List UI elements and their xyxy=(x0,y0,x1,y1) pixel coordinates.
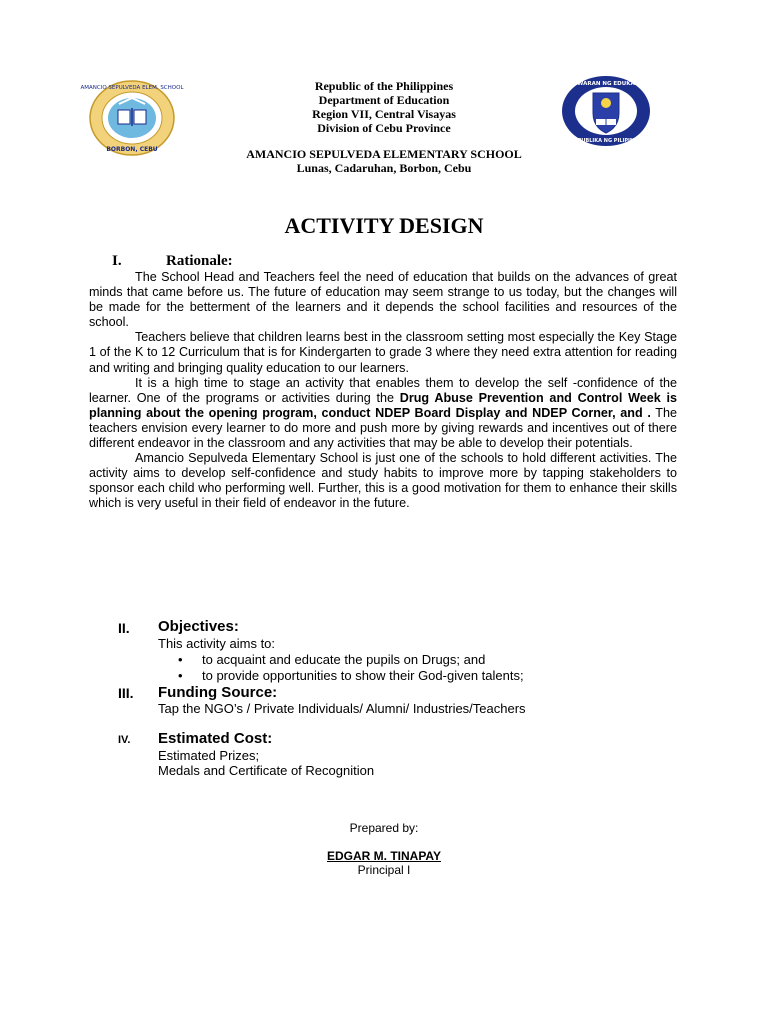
signatory-position: Principal I xyxy=(357,863,411,877)
header-line-department: Department of Education xyxy=(318,93,450,107)
deped-seal-logo xyxy=(560,75,652,147)
prepared-by-label: Prepared by: xyxy=(349,821,419,835)
government-header xyxy=(0,79,768,135)
signatory-name: EDGAR M. TINAPAY xyxy=(326,849,441,863)
rationale-body xyxy=(89,270,677,512)
bullet-icon: • xyxy=(178,652,183,667)
rationale-paragraph-1: The School Head and Teachers feel the need of education that builds on the advances of great minds that came before us. The future of education may seem strange to us today, but the changes will be made for the betterment of the learners and it depends the school facilities and resources of the school. xyxy=(89,270,677,330)
header-line-republic: Republic of the Philippines xyxy=(314,79,454,93)
cost-number: IV. xyxy=(118,734,131,746)
left-seal-bottom-text: BORBON, CEBU xyxy=(106,146,158,153)
rationale-paragraph-3 xyxy=(89,376,677,451)
school-address: Lunas, Cadaruhan, Borbon, Cebu xyxy=(296,161,472,175)
cost-line-medals: Medals and Certificate of Recognition xyxy=(158,763,375,778)
rationale-heading: Rationale: xyxy=(166,253,233,269)
funding-heading: Funding Source: xyxy=(158,684,278,701)
objectives-heading: Objectives: xyxy=(158,618,239,635)
rationale-p3-end: The teachers envision every learner to do more and push more by giving rewards and incentives out of there different endeavor in the classroom and any activities that may be able to develop their potentials. xyxy=(89,405,677,451)
funding-number: III. xyxy=(118,685,134,701)
rationale-p3-start: It is a high time to stage an activity that enables them to develop the self -confidence of the learner. One of the programs or activities during the xyxy=(89,375,677,405)
objectives-number: II. xyxy=(118,620,130,636)
left-seal-top-text: AMANCIO SEPULVEDA ELEM. SCHOOL xyxy=(80,85,184,91)
cost-heading: Estimated Cost: xyxy=(158,730,273,747)
funding-text: Tap the NGO’s / Private Individuals/ Alumni/ Industries/Teachers xyxy=(158,701,526,716)
objective-item xyxy=(178,652,485,667)
rationale-paragraph-4: Amancio Sepulveda Elementary School is just one of the schools to hold different activities. The activity aims to develop self-confidence and study habits to improve more by tapping stakeholders to sponsor each child who performing well. Further, this is a good motivation for them to enhance their skills which is very useful in their field of endeavor in the future. xyxy=(89,451,677,511)
objective-item-text: to provide opportunities to show their God-given talents; xyxy=(202,668,524,683)
cost-line-prizes: Estimated Prizes; xyxy=(158,748,260,763)
bullet-icon: • xyxy=(178,668,183,683)
header-line-region: Region VII, Central Visayas xyxy=(312,107,456,121)
document-title: ACTIVITY DESIGN xyxy=(284,213,484,238)
rationale-p3-bold: Drug Abuse Prevention and Control Week is planning about the opening program, conduct NDEP Board Display and NDEP Corner, and . xyxy=(89,390,677,420)
school-name: AMANCIO SEPULVEDA ELEMENTARY SCHOOL xyxy=(246,147,522,161)
objectives-intro: This activity aims to: xyxy=(158,636,276,651)
objective-item-text: to acquaint and educate the pupils on Drugs; and xyxy=(202,652,486,667)
objective-item xyxy=(178,668,524,683)
header-line-division: Division of Cebu Province xyxy=(317,121,451,135)
right-seal-top-text: KAGAWARAN NG EDUKASYON xyxy=(560,81,652,87)
rationale-paragraph-2: Teachers believe that children learns best in the classroom setting most especially the Key Stage 1 of the K to 12 Curriculum that is for Kindergarten to grade 3 where they need extra attention for reading and writing and bringing quality education to our learners. xyxy=(89,330,677,375)
school-header xyxy=(0,147,768,175)
right-seal-bottom-text: REPUBLIKA NG PILIPINAS xyxy=(570,138,642,144)
rationale-number: I. xyxy=(112,253,122,269)
